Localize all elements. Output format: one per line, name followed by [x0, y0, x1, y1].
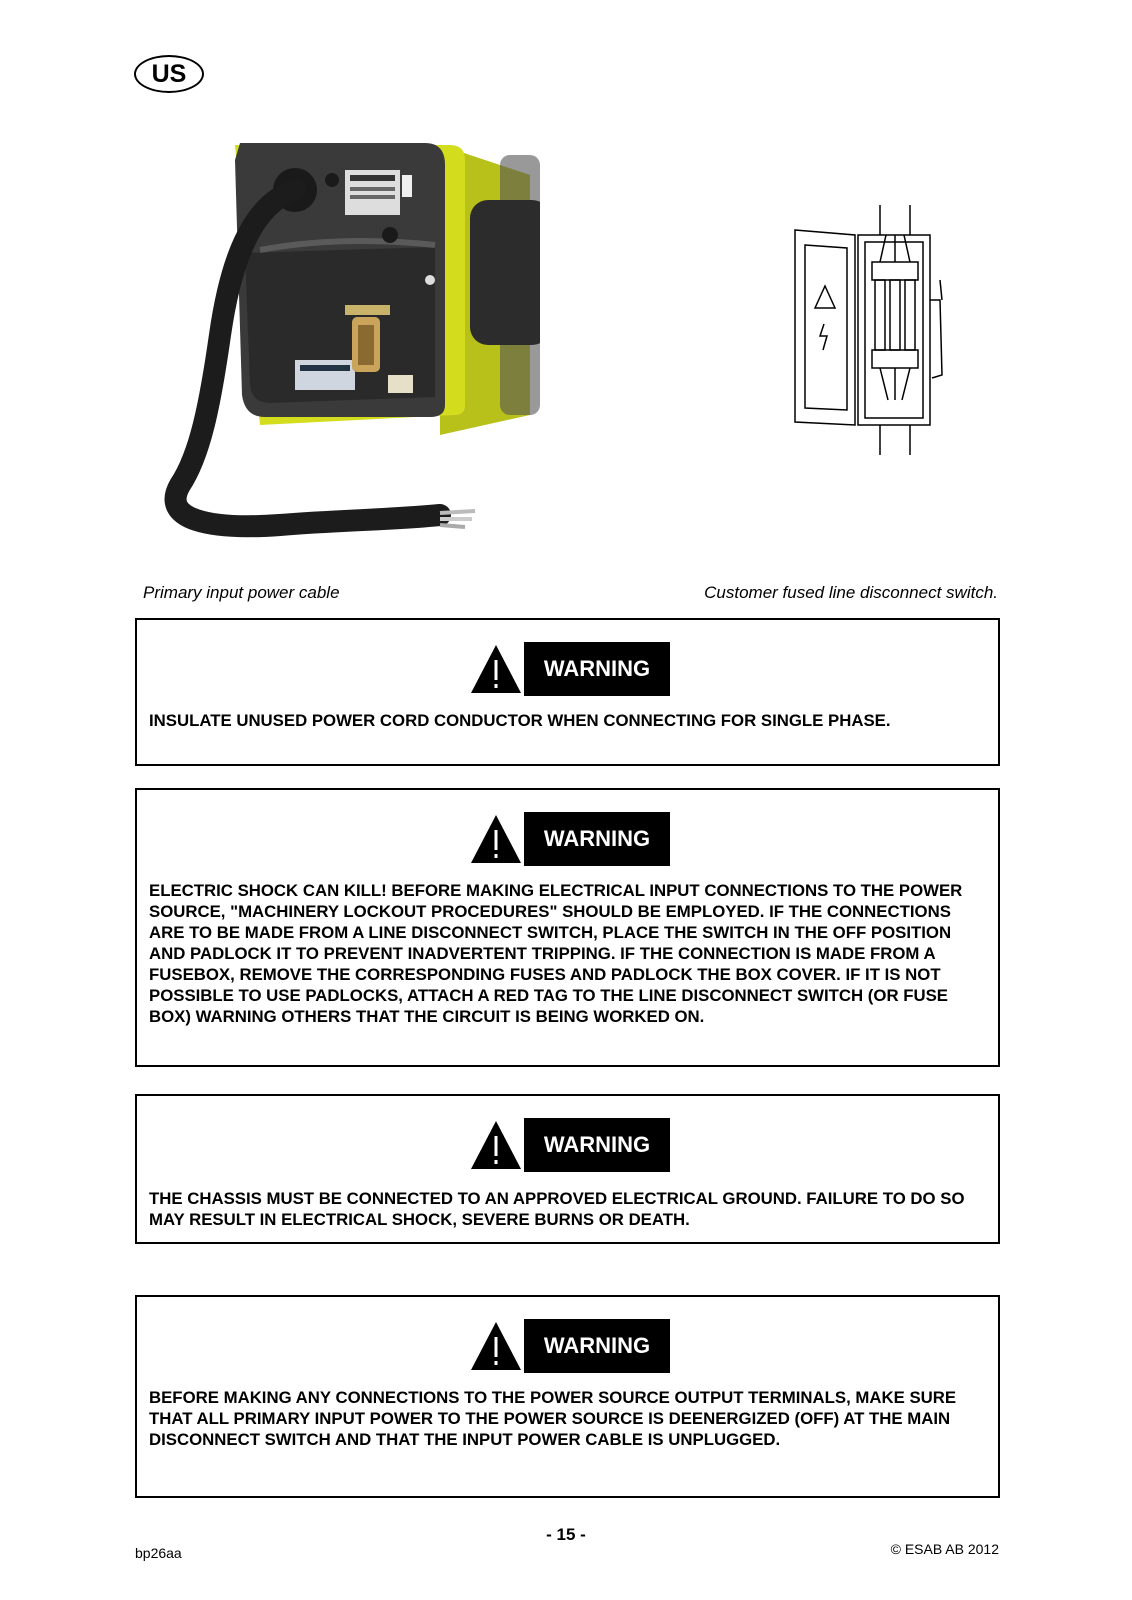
- warning-box: [135, 788, 1000, 1067]
- warning-box: [135, 618, 1000, 766]
- warning-header: [470, 642, 670, 696]
- warning-label: WARNING: [524, 642, 670, 696]
- warning-box: [135, 1295, 1000, 1498]
- power-source-photo: [140, 135, 540, 555]
- warning-triangle-icon: [470, 644, 522, 694]
- copyright-notice: © ESAB AB 2012: [890, 1541, 999, 1557]
- disconnect-switch-drawing: [790, 200, 975, 460]
- warning-label: WARNING: [524, 1118, 670, 1172]
- warning-triangle-icon: [470, 1321, 522, 1371]
- warning-label: WARNING: [524, 1319, 670, 1373]
- switch-caption: Customer fused line disconnect switch.: [704, 583, 998, 602]
- page-number: - 15 -: [546, 1525, 586, 1544]
- document-code: bp26aa: [135, 1545, 182, 1561]
- warning-header: [470, 1319, 670, 1373]
- warning-box: [135, 1094, 1000, 1244]
- warning-text: BEFORE MAKING ANY CONNECTIONS TO THE POWER SOURCE OUTPUT TERMINALS, MAKE SURE THAT ALL PRIMARY INPUT POWER TO THE POWER SOURCE IS DEENERGIZED (OFF) AT THE MAIN DISCONNECT SWITCH AND THAT THE INPUT POWER CABLE IS UNPLUGGED.: [149, 1388, 957, 1449]
- warning-triangle-icon: [470, 1120, 522, 1170]
- warning-label: WARNING: [524, 812, 670, 866]
- region-badge: US: [134, 55, 204, 93]
- warning-header: [470, 1118, 670, 1172]
- warning-text: THE CHASSIS MUST BE CONNECTED TO AN APPROVED ELECTRICAL GROUND. FAILURE TO DO SO MAY RESULT IN ELECTRICAL SHOCK, SEVERE BURNS OR DEATH.: [149, 1189, 965, 1229]
- warning-triangle-icon: [470, 814, 522, 864]
- warning-text: ELECTRIC SHOCK CAN KILL! BEFORE MAKING ELECTRICAL INPUT CONNECTIONS TO THE POWER SOURCE, "MACHINERY LOCKOUT PROCEDURES" SHOULD BE EMPLOYED. IF THE CONNECTIONS ARE TO BE MADE FROM A LINE DISCONNECT SWITCH, PLACE THE SWITCH IN THE OFF POSITION AND PADLOCK IT TO PREVENT INADVERTENT TRIPPING. IF THE CONNECTION IS MADE FROM A FUSEBOX, REMOVE THE CORRESPONDING FUSES AND PADLOCK THE BOX COVER. IF IT IS NOT POSSIBLE TO USE PADLOCKS, ATTACH A RED TAG TO THE LINE DISCONNECT SWITCH (OR FUSE BOX) WARNING OTHERS THAT THE CIRCUIT IS BEING WORKED ON.: [149, 881, 963, 1026]
- warning-header: [470, 812, 670, 866]
- warning-text: INSULATE UNUSED POWER CORD CONDUCTOR WHEN CONNECTING FOR SINGLE PHASE.: [149, 711, 891, 730]
- photo-caption: Primary input power cable: [143, 583, 340, 602]
